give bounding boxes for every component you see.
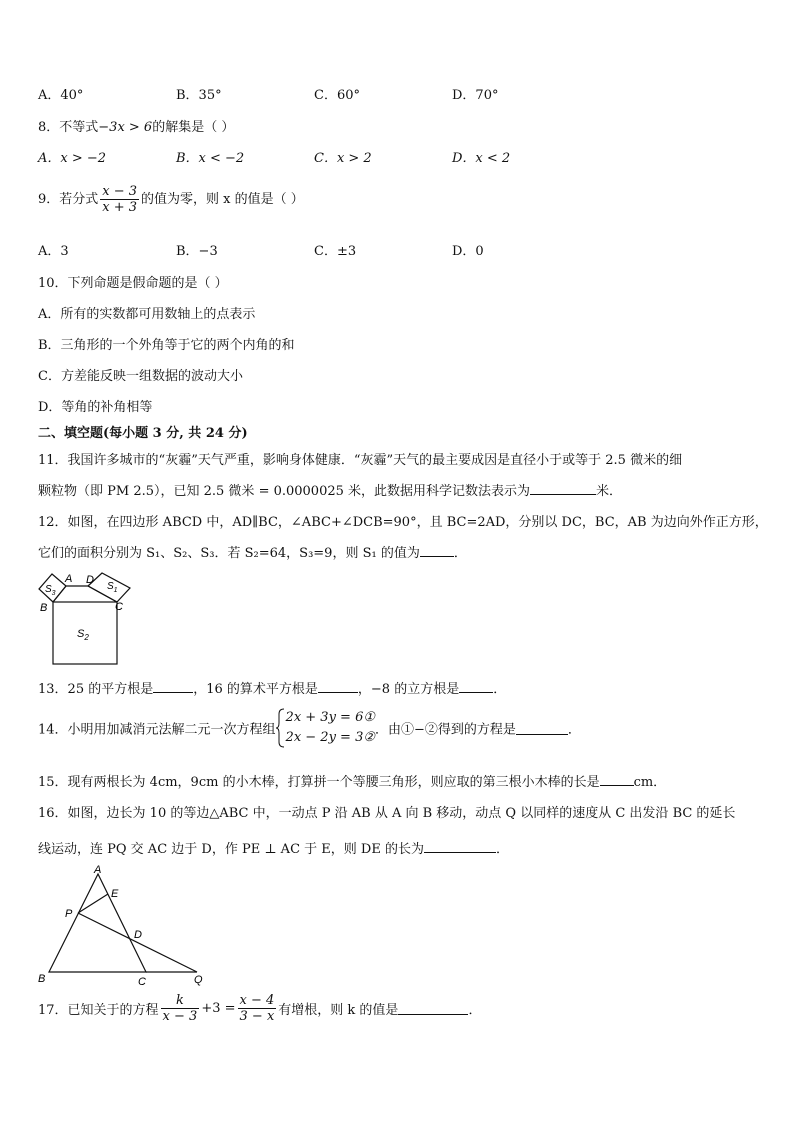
label-a: A bbox=[94, 864, 102, 876]
q8-option-a: A．x > −2 bbox=[38, 151, 107, 166]
q10-stem: 10．下列命题是假命题的是（ ） bbox=[38, 276, 228, 291]
q11-line2 bbox=[38, 480, 622, 499]
label-s3 bbox=[45, 584, 56, 597]
q14-equation-1: 2x + 3y = 6① bbox=[285, 710, 376, 725]
q17-frac2-numerator: x − 4 bbox=[239, 993, 275, 1008]
label-e: E bbox=[111, 888, 119, 900]
q9-suffix: 的值为零，则 x 的值是（ ） bbox=[141, 192, 304, 207]
q14-prefix: 14．小明用加减消元法解二元一次方程组 bbox=[38, 722, 276, 738]
q13-blank2 bbox=[318, 680, 358, 693]
q13-part2: ，16 的算术平方根是 bbox=[193, 682, 318, 697]
label-s2 bbox=[77, 628, 89, 642]
q16-text: 线运动，连 PQ 交 AC 边于 D，作 PE ⊥ AC 于 E，则 DE 的长为 bbox=[38, 842, 424, 857]
label-q: Q bbox=[194, 974, 203, 986]
q9-stem bbox=[38, 184, 304, 215]
q16-end: ． bbox=[495, 842, 509, 857]
q8-stem bbox=[38, 116, 234, 135]
q16-figure bbox=[34, 864, 214, 990]
q13-part3: ，−8 的立方根是 bbox=[357, 682, 460, 697]
q8-option-c: C．x > 2 bbox=[314, 151, 372, 166]
q11-line1: 11．我国许多城市的“灰霾”天气严重，影响身体健康．“灰霾”天气的最主要成因是直径小于或等于 2.5 微米的细 bbox=[38, 453, 683, 468]
label-b: B bbox=[38, 973, 46, 985]
q12-answer-blank bbox=[420, 544, 454, 557]
q11-text: 颗粒物（即 PM 2.5），已知 2.5 微米 = 0.0000025 米，此数据用科学记数法表示为 bbox=[38, 484, 531, 499]
q16-line2 bbox=[38, 838, 509, 857]
q8-suffix: 的解集是（ ） bbox=[152, 120, 235, 135]
q8-option-d: D．x < 2 bbox=[452, 151, 511, 166]
q7-option-c: C．60° bbox=[314, 88, 360, 103]
q13-end: ． bbox=[493, 682, 507, 697]
q9-option-d: D．0 bbox=[452, 244, 484, 259]
q13-blank1 bbox=[153, 680, 193, 693]
q12-text: 它们的面积分别为 S₁、S₂、S₃．若 S₂=64，S₃=9，则 S₁ 的值为 bbox=[38, 546, 420, 561]
q10-option-d: D．等角的补角相等 bbox=[38, 400, 153, 415]
q12-line2 bbox=[38, 542, 467, 561]
q14-line bbox=[38, 708, 581, 748]
label-b: B bbox=[40, 602, 48, 614]
q17-answer-blank bbox=[398, 1002, 468, 1015]
q13-line bbox=[38, 678, 506, 697]
q9-denominator: x + 3 bbox=[102, 200, 138, 215]
q9-option-a: A．3 bbox=[38, 244, 69, 259]
q15-unit: cm． bbox=[633, 775, 667, 790]
q7-option-a: A．40° bbox=[38, 88, 84, 103]
q14-end: ． bbox=[567, 722, 581, 738]
q12-end: ． bbox=[453, 546, 467, 561]
q17-plus-three: +3 = bbox=[201, 1001, 236, 1016]
q17-line bbox=[38, 993, 481, 1024]
q12-line1: 12．如图，在四边形 ABCD 中，AD∥BC，∠ABC+∠DCB=90°，且 BC=2AD，分别以 DC，BC，AB 为边向外作正方形， bbox=[38, 515, 768, 530]
q17-fraction-2 bbox=[238, 993, 277, 1024]
s3-letter: S bbox=[45, 584, 52, 595]
s3-sub: 3 bbox=[51, 590, 56, 597]
q16-answer-blank bbox=[424, 840, 496, 853]
q9-fraction bbox=[100, 184, 139, 215]
q17-suffix: 有增根，则 k 的值是 bbox=[278, 1003, 399, 1018]
label-a: A bbox=[65, 573, 73, 585]
q9-numerator: x − 3 bbox=[102, 184, 138, 199]
q8-prefix: 8．不等式 bbox=[38, 120, 99, 135]
q14-equation-2: 2x − 2y = 3② bbox=[285, 730, 376, 745]
q14-equation-system bbox=[276, 708, 375, 748]
q13-part1: 13．25 的平方根是 bbox=[38, 682, 154, 697]
q14-suffix: ．由①−②得到的方程是 bbox=[375, 722, 516, 738]
section-heading: 二、填空题(每小题 3 分, 共 24 分) bbox=[38, 426, 248, 441]
label-p: P bbox=[65, 908, 73, 920]
s1-letter: S bbox=[107, 581, 114, 592]
q7-option-d: D．70° bbox=[452, 88, 499, 103]
label-d: D bbox=[134, 929, 142, 941]
segment-pe bbox=[78, 894, 108, 913]
q17-end: ． bbox=[468, 1003, 482, 1018]
q17-frac1-numerator: k bbox=[161, 993, 200, 1009]
q12-figure bbox=[36, 570, 146, 668]
q8-inequality: −3x > 6 bbox=[98, 120, 153, 135]
q10-option-b: B．三角形的一个外角等于它的两个内角的和 bbox=[38, 338, 295, 353]
brace-icon bbox=[276, 708, 285, 748]
label-s1 bbox=[107, 581, 118, 594]
q17-frac1-denominator: x − 3 bbox=[162, 1009, 198, 1024]
q15-line bbox=[38, 771, 666, 790]
q7-option-b: B．35° bbox=[176, 88, 222, 103]
q16-line1: 16．如图，边长为 10 的等边△ABC 中，一动点 P 沿 AB 从 A 向 B 移动，动点 Q 以同样的速度从 C 出发沿 BC 的延长 bbox=[38, 806, 736, 821]
s1-sub: 1 bbox=[113, 587, 118, 594]
segment-pq bbox=[78, 913, 197, 972]
q9-prefix: 9．若分式 bbox=[38, 192, 99, 207]
q9-option-c: C．±3 bbox=[314, 244, 357, 259]
q10-option-a: A．所有的实数都可用数轴上的点表示 bbox=[38, 307, 256, 322]
q15-text: 15．现有两根长为 4cm，9cm 的小木棒，打算拼一个等腰三角形，则应取的第三根小木棒的长是 bbox=[38, 775, 600, 790]
q17-fraction-1 bbox=[161, 993, 200, 1024]
square-s3 bbox=[39, 574, 66, 602]
s2-sub: 2 bbox=[84, 633, 89, 642]
s2-letter: S bbox=[77, 628, 85, 640]
label-c: C bbox=[138, 976, 146, 988]
label-c: C bbox=[115, 601, 123, 613]
q10-option-c: C．方差能反映一组数据的波动大小 bbox=[38, 369, 243, 384]
q17-prefix: 17．已知关于的方程 bbox=[38, 1003, 159, 1018]
q8-option-b: B．x < −2 bbox=[176, 151, 245, 166]
label-d: D bbox=[86, 574, 94, 586]
q15-answer-blank bbox=[600, 773, 634, 786]
q11-answer-blank bbox=[530, 482, 596, 495]
q17-frac2-denominator: 3 − x bbox=[239, 1009, 275, 1024]
q14-answer-blank bbox=[516, 722, 568, 735]
q13-blank3 bbox=[459, 680, 493, 693]
q11-unit: 米． bbox=[596, 484, 623, 499]
q9-option-b: B．−3 bbox=[176, 244, 218, 259]
